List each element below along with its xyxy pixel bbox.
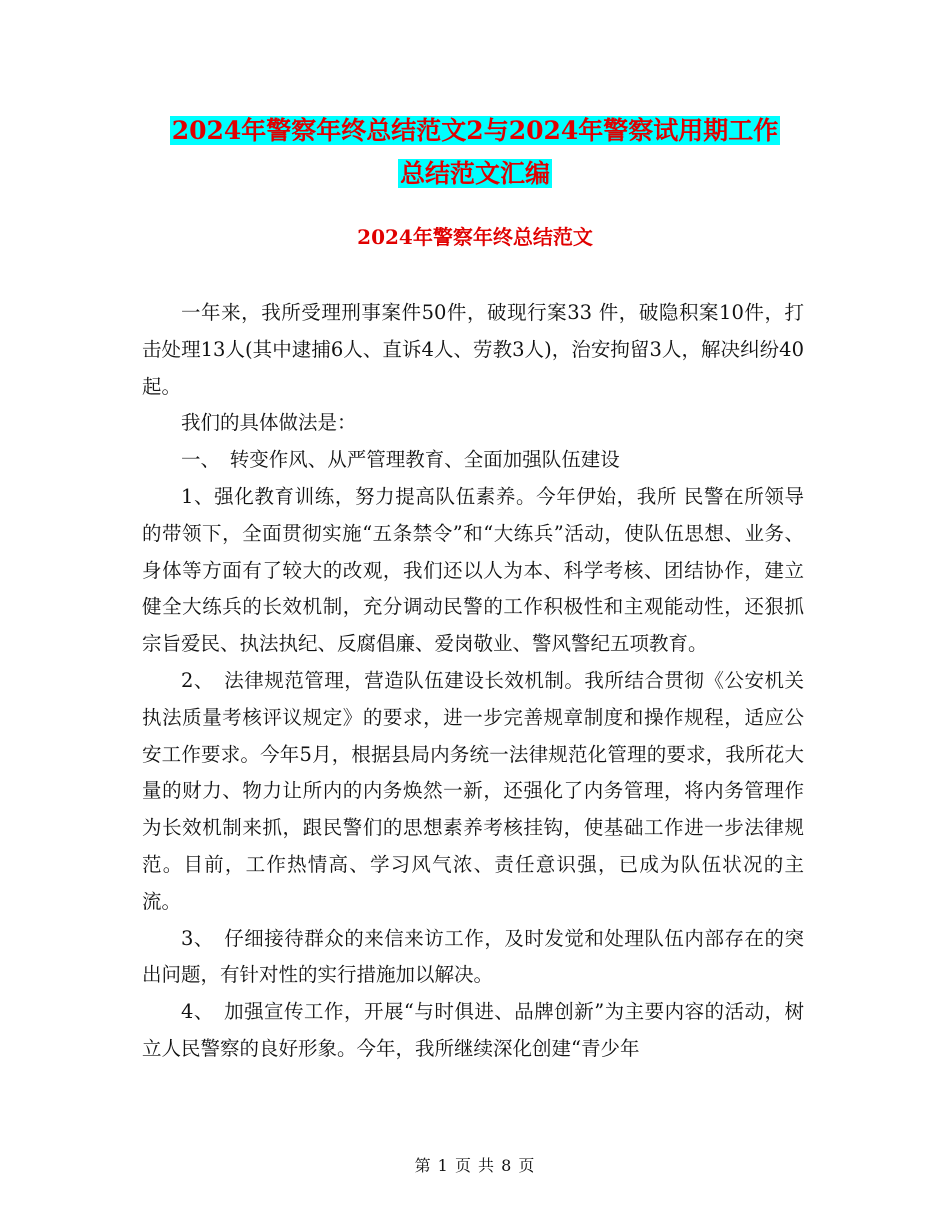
title-highlight: 2024年警察年终总结范文2与2024年警察试用期工作 [171, 116, 779, 145]
document-title-line-2 [0, 157, 950, 191]
title-highlight: 总结范文汇编 [399, 159, 550, 188]
section-title: 2024年警察年终总结范文 [357, 225, 593, 249]
document-body [142, 295, 804, 1068]
paragraph: 一、 转变作风、从严管理教育、全面加强队伍建设 [181, 448, 620, 472]
page-footer: 第 1 页 共 8 页 [414, 1156, 536, 1175]
paragraph: 4、 加强宣传工作，开展“与时俱进、品牌创新”为主要内容的活动，树立人民警察的良好形象。今年，我所继续深化创建“青少年 [142, 1000, 804, 1060]
paragraph: 3、 仔细接待群众的来信来访工作，及时发觉和处理队伍内部存在的突出问题，有针对性的实行措施加以解决。 [142, 926, 804, 987]
paragraph: 我们的具体做法是： [181, 411, 357, 435]
paragraph: 一年来，我所受理刑事案件50件，破现行案33 件，破隐积案10件，打击处理13人(其中逮捕6人、直诉4人、劳教3人)，治安拘留3人，解决纠纷40起。 [142, 301, 804, 398]
paragraph: 1、强化教育训练，努力提高队伍素养。今年伊始，我所 民警在所领导的带领下，全面贯彻实施“五条禁令”和“大练兵”活动，使队伍思想、业务、身体等方面有了较大的改观，我们还以人为本、科学考核、团结协作，建立健全大练兵的长效机制，充分调动民警的工作积极性和主观能动性，还狠抓宗旨爱民、执法执纪、反腐倡廉、爱岗敬业、警风警纪五项教育。 [142, 484, 804, 656]
paragraph: 2、 法律规范管理，营造队伍建设长效机制。我所结合贯彻《公安机关执法质量考核评议规定》的要求，进一步完善规章制度和操作规程，适应公安工作要求。今年5月，根据县局内务统一法律规范化管理的要求，我所花大量的财力、物力让所内的内务焕然一新，还强化了内务管理，将内务管理作为长效机制来抓，跟民警们的思想素养考核挂钩，使基础工作进一步法律规范。目前，工作热情高、学习风气浓、责任意识强，已成为队伍状况的主流。 [142, 668, 804, 913]
document-title-line-1 [0, 114, 950, 148]
